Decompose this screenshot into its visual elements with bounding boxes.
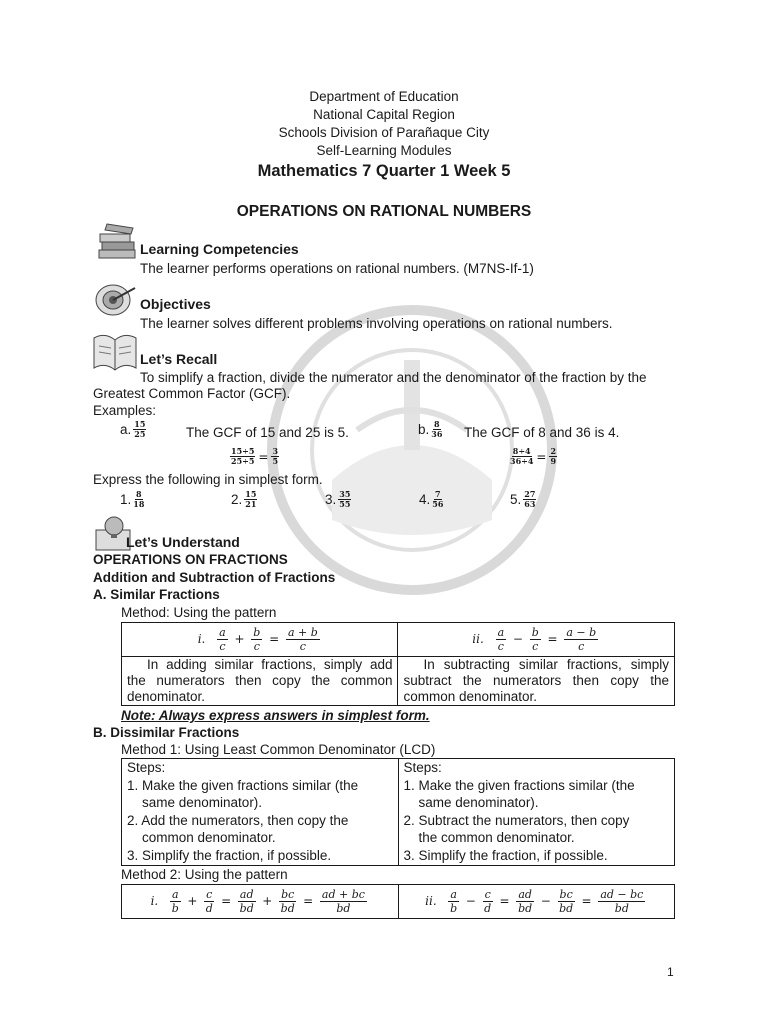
operations-on-fractions-heading: OPERATIONS ON FRACTIONS [93, 552, 288, 567]
similar-method-label: Method: Using the pattern [121, 605, 277, 620]
cross-multiplication-pattern-table [121, 884, 675, 919]
example-a-simplification: $\frac{15\div 5}{25\div 5}$ = $\frac{3}{5}$ [231, 446, 279, 466]
header-division: Schools Division of Parañaque City [278, 125, 490, 140]
method2-label: Method 2: Using the pattern [121, 867, 288, 882]
addition-subtraction-heading: Addition and Subtraction of Fractions [93, 570, 336, 585]
example-b-label: b. [418, 422, 430, 437]
lets-recall-heading: Let’s Recall [140, 351, 218, 367]
similar-fractions-table [121, 622, 675, 706]
header-modules: Self-Learning Modules [316, 143, 452, 158]
example-b-simplification: $\frac{8\div 4}{36\div 4}$ = $\frac{2}{9}$ [510, 446, 557, 466]
learning-competencies-text: The learner performs operations on rational numbers. (M7NS-If-1) [140, 261, 534, 276]
example-a-gcf-text: The GCF of 15 and 25 is 5. [186, 425, 349, 440]
objectives-heading: Objectives [140, 296, 211, 312]
similar-addition-pattern: i. $\frac{a}{c}$ + $\frac{b}{c}$ = $\frac{a + b}{c}$ [122, 623, 398, 657]
similar-addition-description: In adding similar fractions, simply add the numerators then copy the common denominator. [122, 657, 398, 706]
dissimilar-addition-pattern: i. $\frac{a}{b}$ + $\frac{c}{d}$ = $\frac{ad}{bd}$ + $\frac{bc}{bd}$ = $\frac{ad + bc}{bd}$ [122, 885, 399, 919]
example-a-fraction: $\frac{15}{25}$ [134, 419, 146, 439]
similar-fractions-heading: A. Similar Fractions [93, 587, 220, 602]
page-number: 1 [667, 965, 674, 979]
similar-subtraction-description: In subtracting similar fractions, simply subtract the numerators then copy the common denominator. [398, 657, 675, 706]
example-b-gcf-text: The GCF of 8 and 36 is 4. [464, 425, 620, 440]
recall-text-line2: Greatest Common Factor (GCF). [93, 386, 291, 401]
exercise-item: 3. $\frac{35}{55}$ [325, 489, 351, 509]
example-a-label: a. [120, 422, 132, 437]
exercise-item: 1. $\frac{8}{18}$ [120, 489, 145, 509]
open-book-icon [90, 330, 140, 374]
learning-competencies-heading: Learning Competencies [140, 241, 299, 257]
example-a [120, 420, 148, 439]
header-department: Department of Education [309, 89, 459, 104]
method1-label: Method 1: Using Least Common Denominator (LCD) [121, 742, 436, 757]
target-icon [93, 280, 139, 320]
lets-understand-heading: Let’s Understand [126, 534, 240, 550]
books-icon [95, 220, 141, 268]
subtraction-steps: Steps: 1. Make the given fractions similar (the same denominator). 2. Subtract the numerators, then copy the common denominator. 3. Simplify the fraction, if possible. [398, 759, 675, 866]
page-title: Mathematics 7 Quarter 1 Week 5 [257, 162, 511, 180]
topic-title: OPERATIONS ON RATIONAL NUMBERS [236, 203, 532, 220]
example-b-fraction: $\frac{8}{36}$ [431, 419, 443, 439]
addition-steps: Steps: 1. Make the given fractions similar (the same denominator). 2. Add the numerators, then copy the common denominator. 3. Simplify the fraction, if possible. [122, 759, 399, 866]
similar-subtraction-pattern: ii. $\frac{a}{c}$ − $\frac{b}{c}$ = $\frac{a - b}{c}$ [398, 623, 675, 657]
example-b [418, 420, 444, 439]
recall-text-line1: To simplify a fraction, divide the numerator and the denominator of the fraction by the [140, 370, 647, 385]
exercise-item: 4. $\frac{7}{56}$ [419, 489, 444, 509]
simplest-form-note: Note: Always express answers in simplest form. [121, 708, 430, 723]
dissimilar-subtraction-pattern: ii. $\frac{a}{b}$ − $\frac{c}{d}$ = $\frac{ad}{bd}$ − $\frac{bc}{bd}$ = $\frac{ad - bc}{bd}$ [398, 885, 675, 919]
dissimilar-fractions-heading: B. Dissimilar Fractions [93, 725, 240, 740]
exercise-item: 2. $\frac{15}{21}$ [231, 489, 257, 509]
header-region: National Capital Region [313, 107, 455, 122]
objectives-text: The learner solves different problems involving operations on rational numbers. [140, 316, 613, 331]
exercise-item: 5. $\frac{27}{63}$ [510, 489, 536, 509]
examples-label: Examples: [93, 403, 157, 418]
exercise-instruction: Express the following in simplest form. [93, 472, 323, 487]
lcd-steps-table [121, 758, 675, 866]
